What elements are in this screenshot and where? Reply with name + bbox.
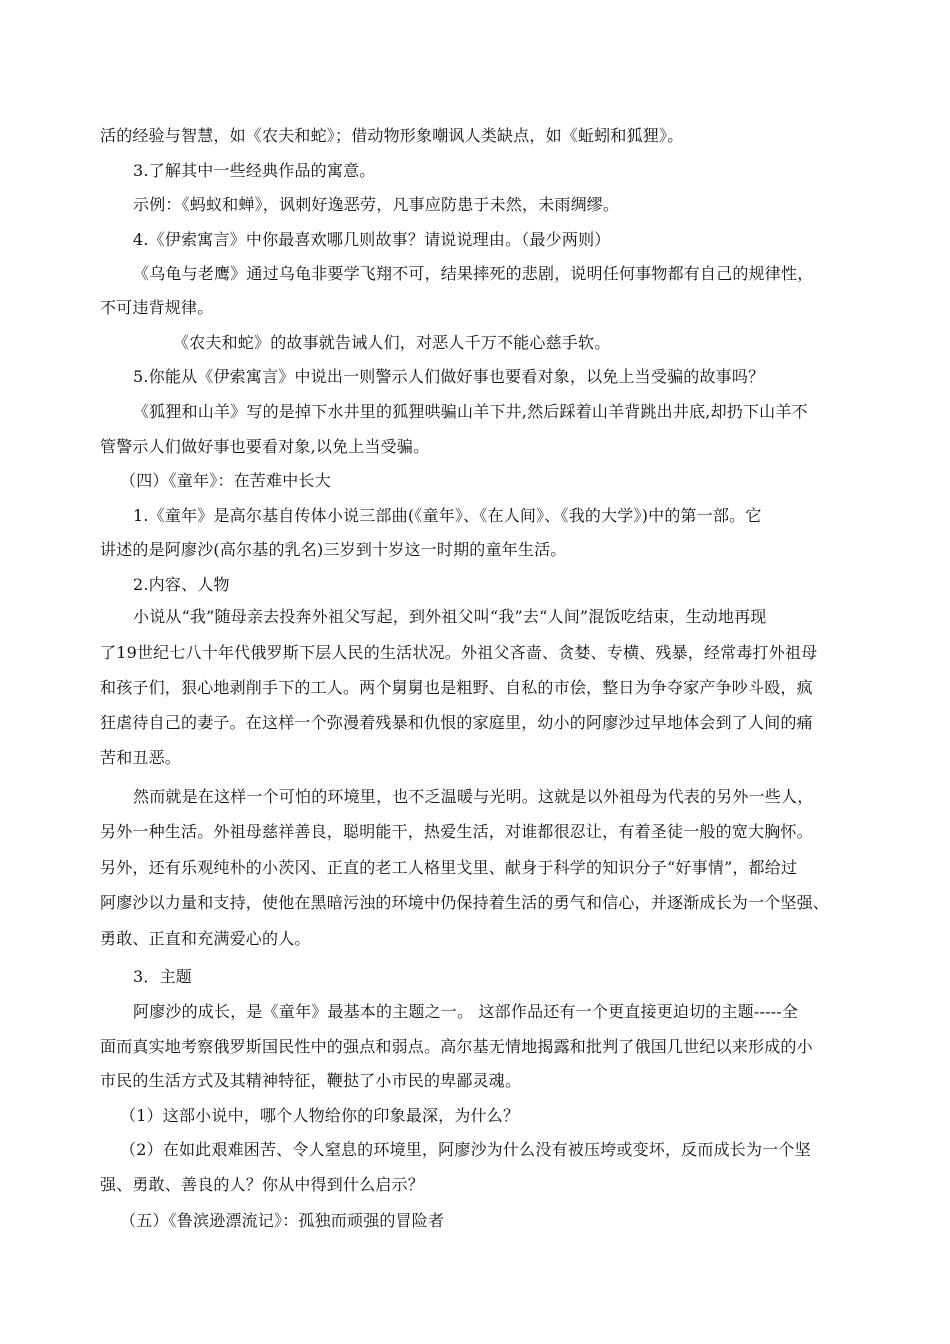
paragraph-line: 然而就是在这样一个可怕的环境里，也不乏温暖与光明。这就是以外祖母为代表的另外一些人，: [133, 787, 814, 806]
subsection-heading: 2.内容、人物: [133, 575, 230, 594]
question-heading: 5.你能从《伊索寓言》中说出一则警示人们做好事也要看对象，以免上当受骗的故事吗？: [133, 367, 765, 386]
paragraph-line: 《农夫和蛇》的故事就告诫人们，对恶人千万不能心慈手软。: [173, 333, 611, 352]
question-line: （2）在如此艰难困苦、令人窒息的环境里，阿廖沙为什么没有被压垮或变坏，反而成长为一个坚: [120, 1140, 811, 1159]
paragraph-line: 和孩子们，狠心地剥削手下的工人。两个舅舅也是粗野、自私的市侩，整日为争夺家产争吵斗殴，疯: [100, 678, 813, 697]
paragraph-line: 活的经验与智慧，如《农夫和蛇》；借动物形象嘲讽人类缺点，如《蚯蚓和狐狸》。: [100, 126, 684, 145]
paragraph-line: 讲述的是阿廖沙(高尔基的乳名)三岁到十岁这一时期的童年生活。: [100, 540, 567, 559]
paragraph-line: 苦和丑恶。: [100, 748, 182, 767]
subsection-heading: 3．主题: [133, 967, 192, 986]
paragraph-line: 阿廖沙以力量和支持，使他在黑暗污浊的环境中仍保持着生活的勇气和信心，并逐渐成长为一个坚强、: [100, 893, 830, 912]
paragraph-line: 管警示人们做好事也要看对象,以免上当受骗。: [100, 437, 430, 456]
paragraph-line: 面而真实地考察俄罗斯国民性中的强点和弱点。高尔基无情地揭露和批判了俄国几世纪以来形成的小: [100, 1037, 813, 1056]
question-line: 强、勇敢、善良的人？你从中得到什么启示？: [100, 1175, 425, 1194]
paragraph-line: 狂虐待自己的妻子。在这样一个弥漫着残暴和仇恨的家庭里，幼小的阿廖沙过早地体会到了人间的痛: [100, 713, 813, 732]
paragraph-line: 不可违背规律。: [100, 298, 214, 317]
paragraph-line: 了19世纪七八十年代俄罗斯下层人民的生活状况。外祖父吝啬、贪婪、专横、残暴，经常毒打外祖母: [100, 643, 818, 662]
paragraph-line: 《乌龟与老鹰》通过乌龟非要学飞翔不可，结果摔死的悲剧，说明任何事物都有自己的规律性，: [133, 264, 814, 283]
example-line: 示例：《蚂蚁和蝉》，讽刺好逸恶劳，凡事应防患于未然，未雨绸缪。: [133, 195, 620, 214]
paragraph-line: 另外一种生活。外祖母慈祥善良，聪明能干，热爱生活，对谁都很忍让，有着圣徒一般的宽大胸怀。: [100, 822, 813, 841]
paragraph-line: 阿廖沙的成长，是《童年》最基本的主题之一。 这部作品还有一个更直接更迫切的主题-----全: [133, 1002, 799, 1021]
section-heading: （五）《鲁滨逊漂流记》：孤独而顽强的冒险者: [120, 1211, 445, 1230]
question-heading: 3.了解其中一些经典作品的寓意。: [133, 161, 376, 180]
paragraph-line: 小说从“我”随母亲去投奔外祖父写起，到外祖父叫“我”去“人间”混饭吃结束，生动地再现: [133, 607, 767, 626]
section-heading: （四）《童年》：在苦难中长大: [120, 471, 331, 490]
paragraph-line: 1.《童年》是高尔基自传体小说三部曲(《童年》、《在人间》、《我的大学》)中的第一部。它: [133, 506, 762, 525]
paragraph-line: 勇敢、正直和充满爱心的人。: [100, 929, 311, 948]
question-line: （1）这部小说中，哪个人物给你的印象最深，为什么？: [120, 1106, 520, 1125]
question-heading: 4.《伊索寓言》中你最喜欢哪几则故事？请说说理由。（最少两则）: [133, 230, 611, 249]
paragraph-line: 《狐狸和山羊》写的是掉下水井里的狐狸哄骗山羊下井,然后踩着山羊背跳出井底,却扔下山羊不: [133, 402, 808, 421]
paragraph-line: 市民的生活方式及其精神特征，鞭挞了小市民的卑鄙灵魂。: [100, 1071, 522, 1090]
paragraph-line: 另外，还有乐观纯朴的小茨冈、正直的老工人格里戈里、献身于科学的知识分子“好事情”，都给过: [100, 858, 798, 877]
